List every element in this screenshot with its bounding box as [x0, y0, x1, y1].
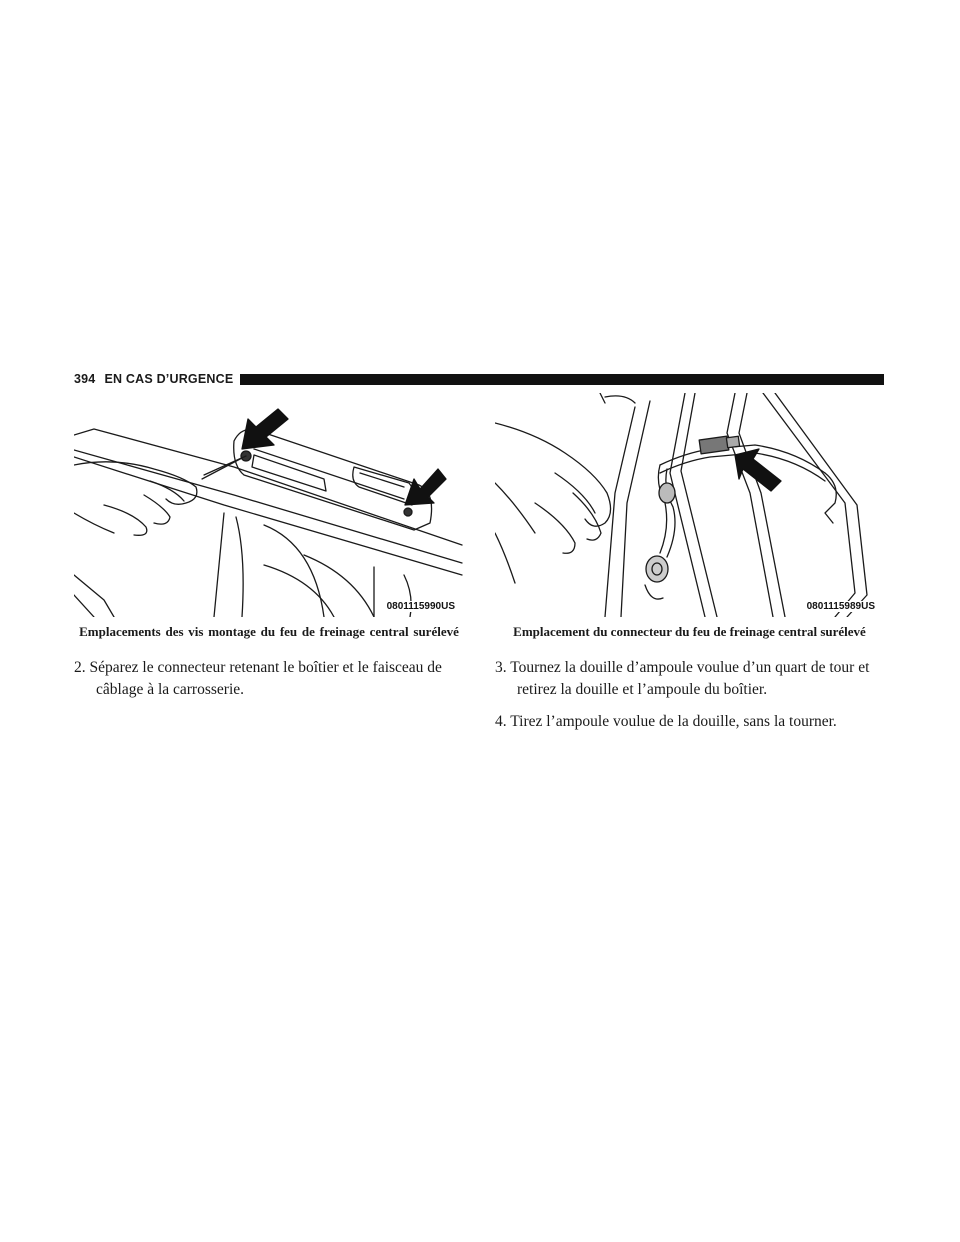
instruction-step-2: 2. Séparez le connecteur retenant le boîtier et le faisceau de câblage à la carrosserie. — [74, 659, 442, 698]
figure-code: 0801115990US — [386, 601, 455, 612]
instruction-step-4: 4. Tirez l’ampoule voulue de la douille, sans la tourner. — [495, 713, 837, 730]
figure-caption: Emplacements des vis montage du feu de freinage central surélevé — [79, 624, 459, 639]
figure-connector-location — [495, 393, 884, 617]
figure-caption: Emplacement du connecteur du feu de freinage central surélevé — [513, 624, 866, 639]
header-rule — [240, 374, 884, 385]
figure-screw-locations — [74, 395, 464, 617]
instruction-step-3: 3. Tournez la douille d’ampoule voulue d’un quart de tour et retirez la douille et l’ampoule du boîtier. — [495, 659, 870, 698]
section-title: EN CAS D’URGENCE — [104, 372, 234, 386]
page-number: 394 — [74, 372, 96, 386]
connector-location-illustration — [495, 393, 884, 617]
running-header — [74, 371, 884, 387]
figure-code: 0801115989US — [806, 601, 875, 612]
screw-locations-illustration — [74, 395, 464, 617]
